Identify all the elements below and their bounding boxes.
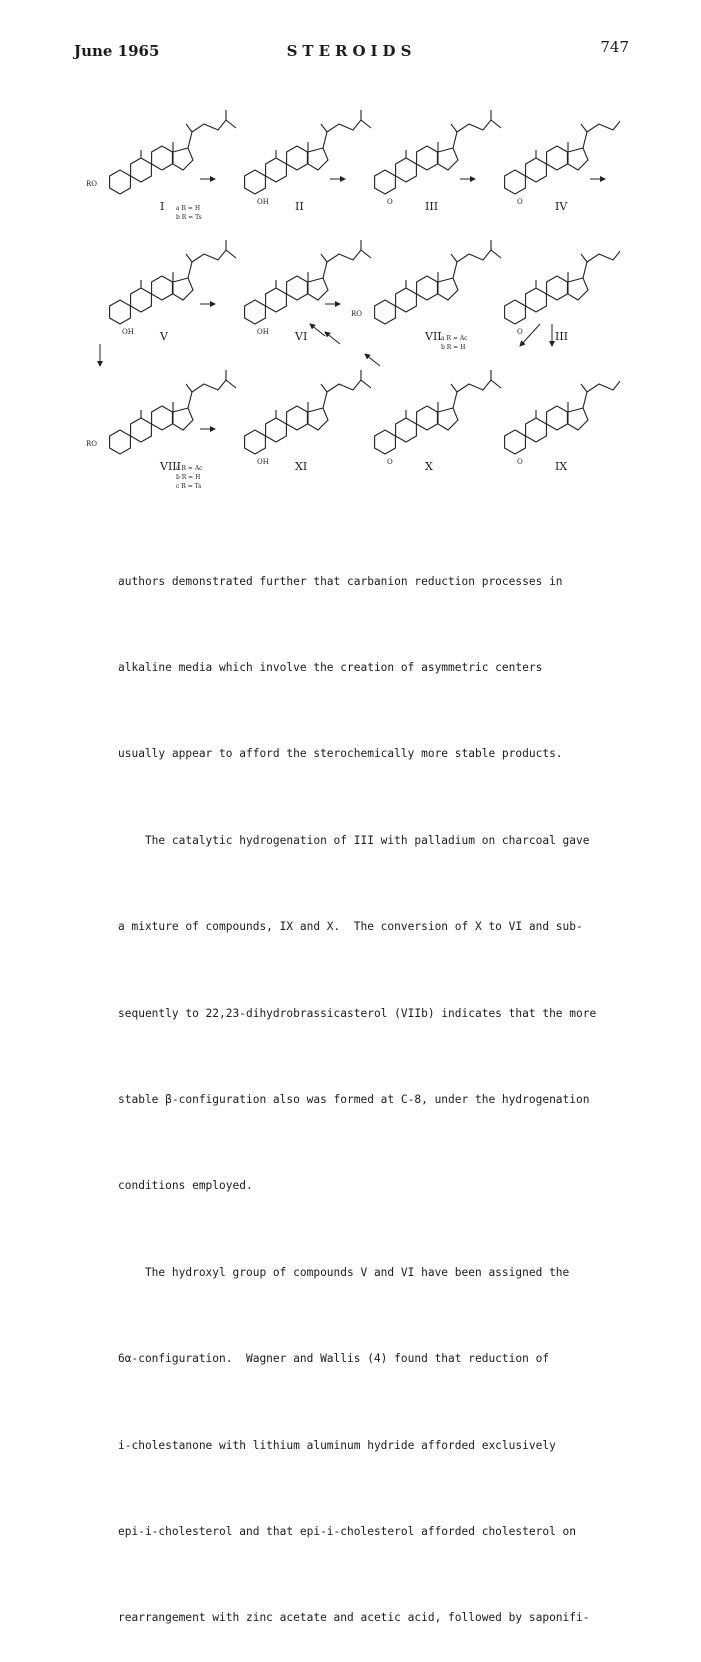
compound-structure: [375, 370, 501, 473]
body-line: stable β-configuration also was formed at C-8, under the hydrogenation: [118, 1092, 590, 1106]
compound-label: VIII: [160, 460, 181, 473]
compound-structure: [110, 240, 236, 343]
body-line: a mixture of compounds, IX and X. The conversion of X to VI and sub-: [118, 920, 583, 934]
variant-label: a R = Ac: [176, 465, 203, 472]
compound-label: III: [425, 200, 439, 213]
substituent-label: RO: [86, 440, 98, 448]
compound-structure: [245, 110, 371, 213]
body-text: [118, 510, 618, 1662]
reaction-arrow: [310, 324, 325, 336]
substituent-label: O: [517, 328, 523, 336]
substituent-label: OH: [122, 328, 134, 336]
compound-structure: [86, 110, 236, 221]
reaction-arrow: [520, 324, 540, 346]
compound-label: X: [425, 460, 433, 473]
issue-date: June 1965: [74, 42, 160, 60]
body-line: conditions employed.: [118, 1179, 253, 1193]
compound-structure: [245, 370, 371, 473]
substituent-label: RO: [351, 310, 363, 318]
compound-label: IX: [555, 460, 568, 473]
compound-label: I: [160, 200, 165, 213]
body-line: alkaline media which involve the creation of asymmetric centers: [118, 660, 543, 674]
compound-label: VI: [295, 330, 308, 343]
variant-label: a R = Ac: [441, 335, 468, 342]
compound-label: III: [555, 330, 569, 343]
compound-label: II: [295, 200, 304, 213]
substituent-label: O: [387, 458, 393, 466]
compound-structure: [86, 370, 236, 490]
compound-structure: [245, 240, 371, 343]
variant-label: b R = H: [176, 474, 201, 481]
body-line: The catalytic hydrogenation of III with palladium on charcoal gave: [118, 833, 590, 847]
body-line: 6α-configuration. Wagner and Wallis (4) found that reduction of: [118, 1352, 550, 1366]
journal-title: STEROIDS: [286, 42, 417, 60]
reaction-arrow: [365, 354, 380, 366]
page-number: 747: [600, 38, 629, 56]
compound-structure: [351, 240, 501, 351]
substituent-label: OH: [257, 328, 269, 336]
body-line: sequently to 22,23-dihydrobrassicasterol (VIIb) indicates that the more: [118, 1006, 597, 1020]
body-line: rearrangement with zinc acetate and acetic acid, followed by saponifi-: [118, 1611, 590, 1625]
substituent-label: OH: [257, 458, 269, 466]
substituent-label: O: [517, 458, 523, 466]
compound-structure: [375, 110, 501, 213]
variant-label: a R = H: [176, 205, 201, 212]
compound-structure: [505, 240, 620, 343]
variant-label: b R = H: [441, 344, 466, 351]
substituent-label: RO: [86, 180, 98, 188]
page-header: [74, 38, 629, 62]
compound-structure: [505, 370, 620, 473]
variant-label: b R = Ts: [176, 214, 202, 221]
compound-label: V: [160, 330, 168, 343]
variant-label: c R = Ts: [176, 483, 202, 490]
body-line: epi-i-cholesterol and that epi-i-cholesterol afforded cholesterol on: [118, 1524, 577, 1538]
reaction-scheme: [80, 104, 620, 494]
substituent-label: O: [387, 198, 393, 206]
reaction-arrow: [325, 332, 340, 344]
body-line: authors demonstrated further that carbanion reduction processes in: [118, 574, 563, 588]
compound-label: XI: [295, 460, 308, 473]
substituent-label: O: [517, 198, 523, 206]
body-line: usually appear to afford the sterochemically more stable products.: [118, 747, 563, 761]
body-line: The hydroxyl group of compounds V and VI have been assigned the: [118, 1265, 570, 1279]
compound-structure: [505, 110, 620, 213]
substituent-label: OH: [257, 198, 269, 206]
body-line: i-cholestanone with lithium aluminum hydride afforded exclusively: [118, 1438, 556, 1452]
compound-label: IV: [555, 200, 568, 213]
compound-label: VII: [425, 330, 442, 343]
